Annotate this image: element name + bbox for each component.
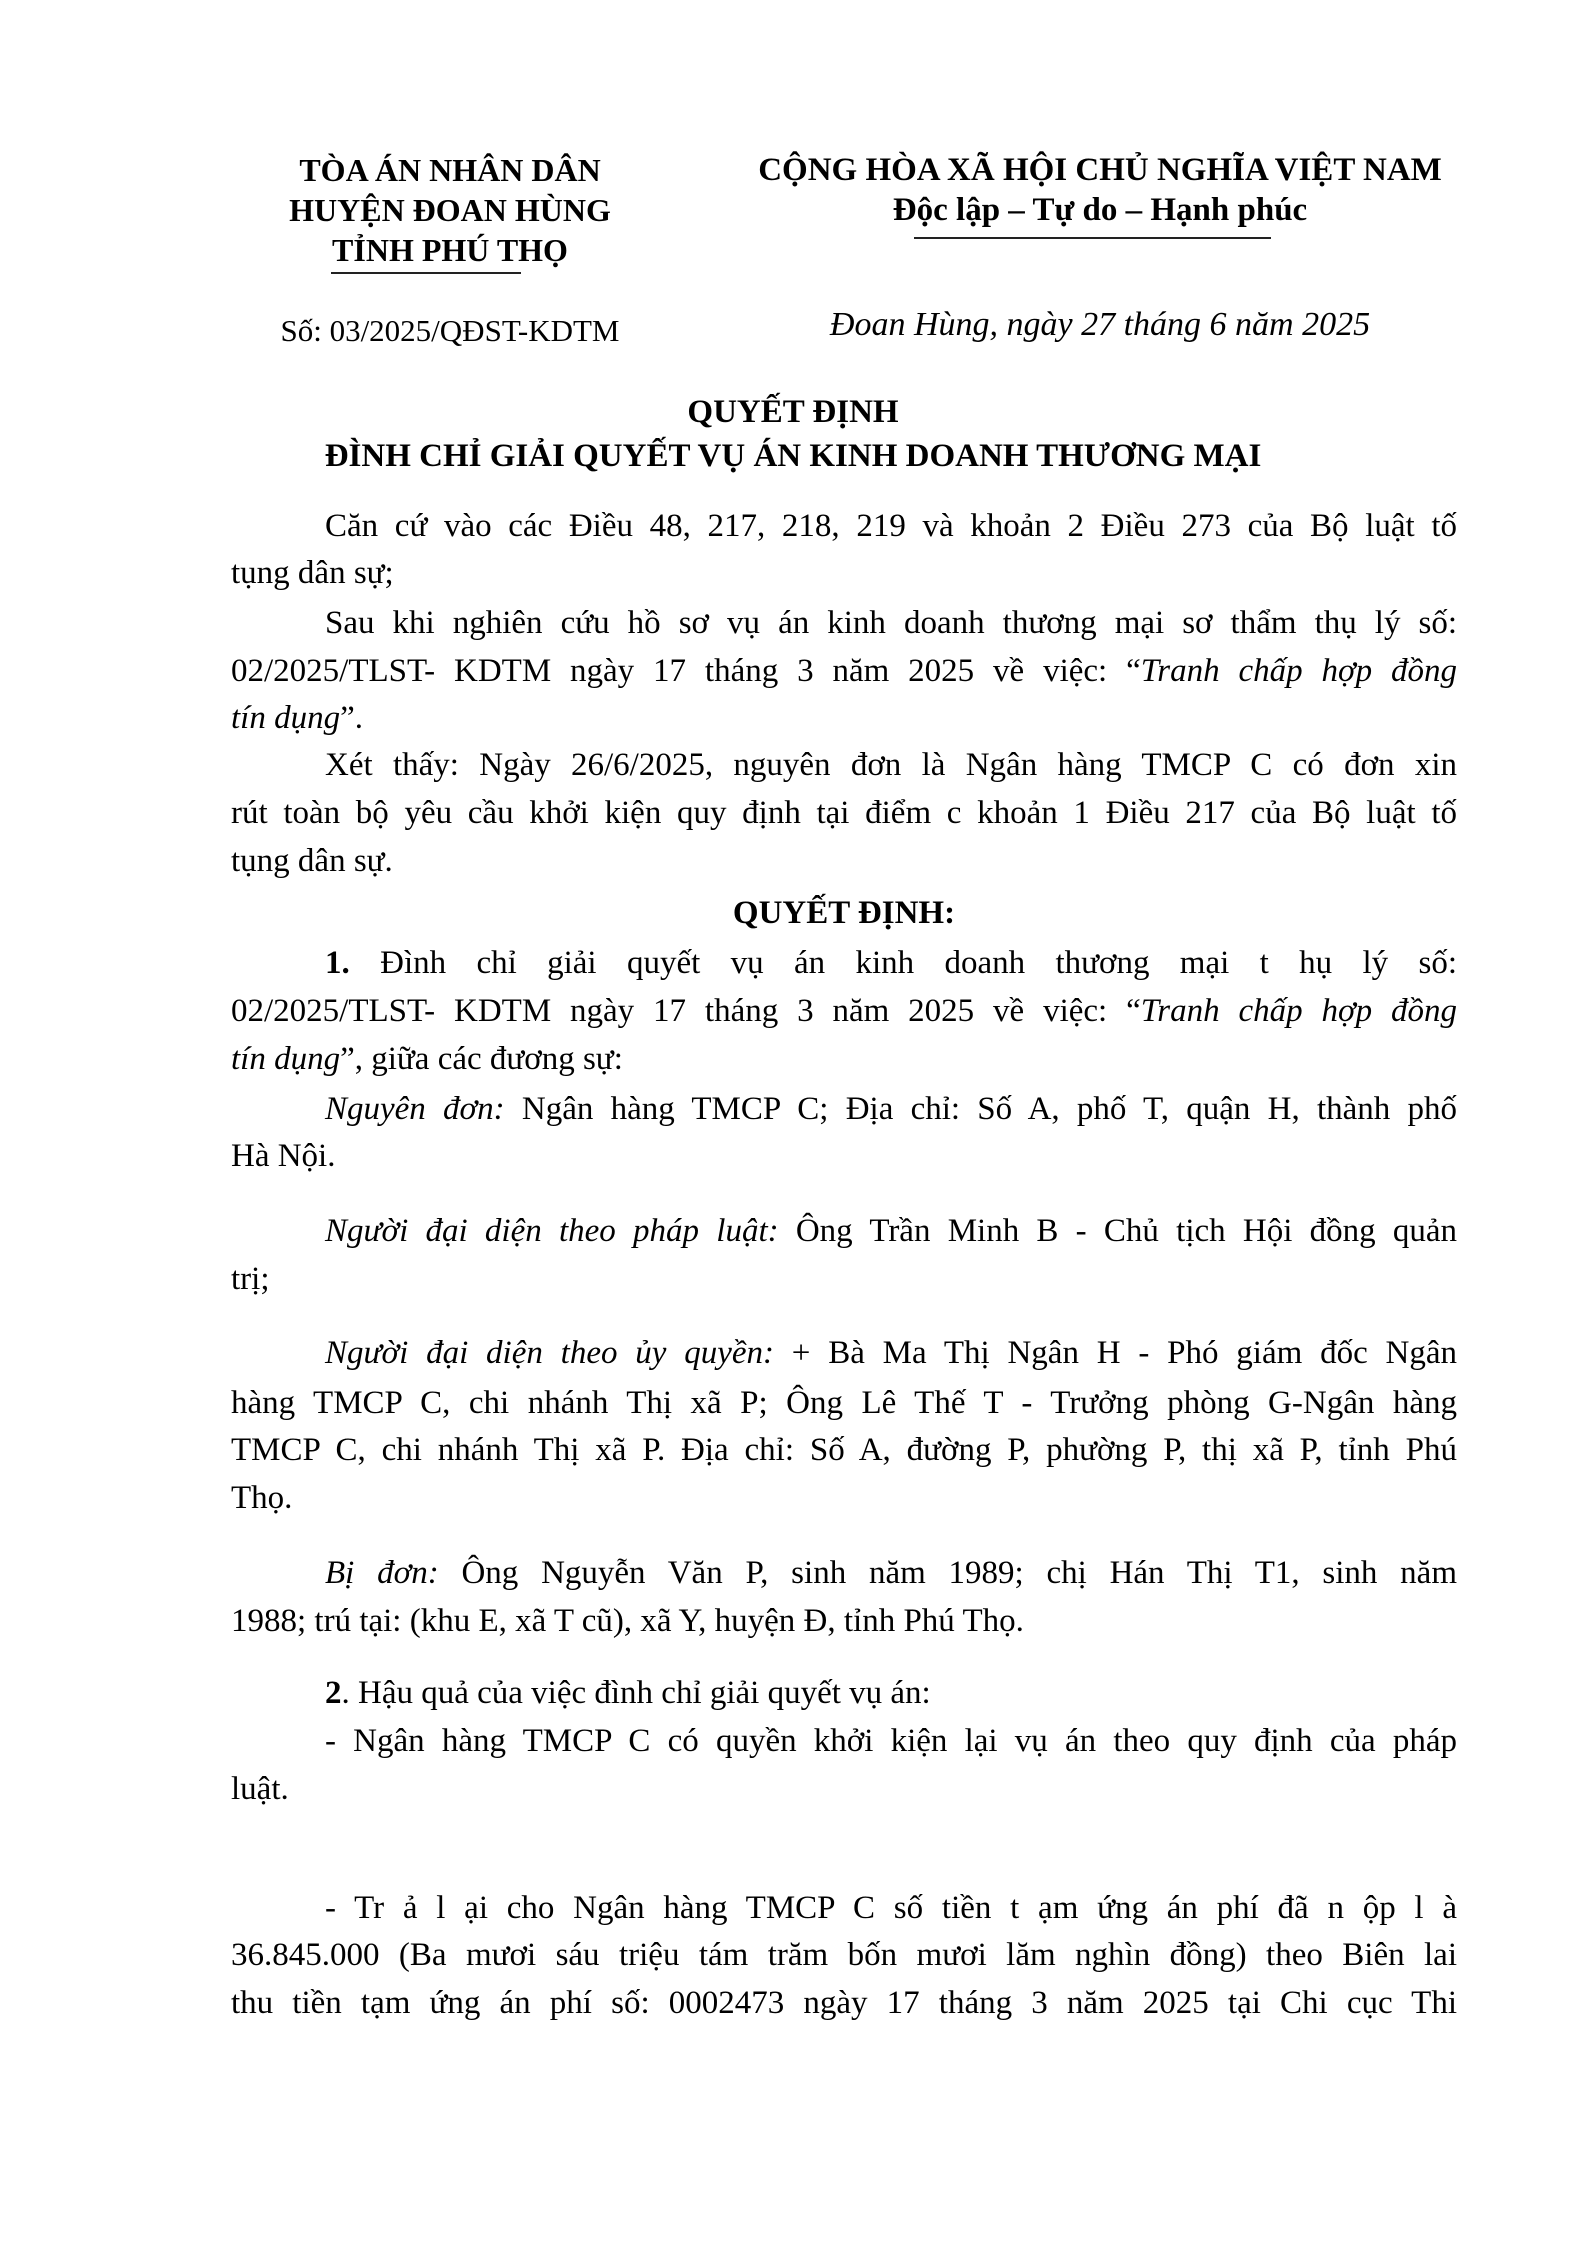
text: Hà Nội. [231,1138,336,1174]
authorized-representative-end [231,1475,1457,1521]
consequence-1-cont [231,1766,1457,1812]
legal-representative-cont [231,1256,1457,1302]
text: rút toàn bộ yêu cầu khởi kiện quy định tại điểm c khoản 1 Điều 217 của Bộ luật tố [231,795,1457,831]
preamble-paragraph-3 [231,742,1457,788]
authorized-representative-cont-2 [231,1427,1457,1473]
place-date: Đoan Hùng, ngày 27 tháng 6 năm 2025 [829,306,1371,343]
decision-heading [231,890,1457,936]
court-name-line2: HUYỆN ĐOAN HÙNG [289,192,611,228]
text: 1988; trú tại: (khu E, xã T cũ), xã Y, huyện Đ, tỉnh Phú Thọ. [231,1603,1024,1639]
text: QUYẾT ĐỊNH: [732,895,956,931]
case-subject-end: tín dụng [231,1041,341,1077]
national-name: CỘNG HÒA XÃ HỘI CHỦ NGHĨA VIỆT NAM [758,152,1442,188]
text: ”. [340,700,363,736]
text: Đình chỉ giải quyết vụ án kinh doanh thương mại t hụ lý số: [380,945,1457,981]
document-title [200,390,1386,478]
text: . Hậu quả của việc đình chỉ giải quyết vụ án: [341,1675,931,1711]
text: Ông Trần Minh B - Chủ tịch Hội đồng quản [778,1213,1457,1249]
case-subject: Tranh chấp hợp đồng [1140,993,1457,1029]
text: Sau khi nghiên cứu hồ sơ vụ án kinh doanh thương mại sơ thẩm thụ lý số: [325,605,1457,641]
preamble-paragraph-1 [231,503,1457,549]
preamble-paragraph-3-end [231,838,1457,884]
text: tụng dân sự; [231,555,394,591]
defendant [231,1550,1457,1596]
defendant-label: Bị đơn: [325,1555,439,1591]
decision-item-1-end [231,1036,1457,1082]
title-line2: ĐÌNH CHỈ GIẢI QUYẾT VỤ ÁN KINH DOANH THƯƠNG MẠI [324,438,1262,474]
plaintiff-label: Nguyên đơn: [325,1091,505,1127]
court-name-line1: TÒA ÁN NHÂN DÂN [299,152,601,188]
text: tụng dân sự. [231,843,393,879]
consequence-2-cont-2 [231,1980,1457,2026]
text: trị; [231,1261,270,1297]
text: 02/2025/TLST- KDTM ngày 17 tháng 3 năm 2025 về việc: “ [231,993,1141,1029]
case-subject-end: tín dụng [231,700,341,736]
court-name-line3: TỈNH PHÚ THỌ [332,232,568,268]
text: 36.845.000 (Ba mươi sáu triệu tám trăm bốn mươi lăm nghìn đồng) theo Biên lai [231,1937,1457,1973]
consequence-2-cont-1 [231,1932,1457,1978]
national-motto-block [700,150,1500,230]
national-motto: Độc lập – Tự do – Hạnh phúc [892,192,1308,228]
text: Ngân hàng TMCP C; Địa chỉ: Số A, phố T, quận H, thành phố [504,1091,1457,1127]
text: Thọ. [231,1480,293,1516]
preamble-paragraph-2-cont [231,648,1457,694]
text: TMCP C, chi nhánh Thị xã P. Địa chỉ: Số A, đường P, phường P, thị xã P, tỉnh Phú [231,1432,1457,1468]
preamble-paragraph-1-cont [231,550,1457,596]
court-name-block [200,150,700,270]
title-line1: QUYẾT ĐỊNH [687,394,899,430]
preamble-paragraph-3-cont [231,790,1457,836]
text: Xét thấy: Ngày 26/6/2025, nguyên đơn là Ngân hàng TMCP C có đơn xin [325,747,1457,783]
decision-item-1 [231,940,1457,986]
text: + Bà Ma Thị Ngân H - Phó giám đốc Ngân [774,1335,1457,1371]
defendant-cont [231,1598,1457,1644]
plaintiff [231,1086,1457,1132]
preamble-paragraph-2 [231,600,1457,646]
text: Căn cứ vào các Điều 48, 217, 218, 219 và khoản 2 Điều 273 của Bộ luật tố [325,508,1457,544]
authorized-representative [231,1330,1457,1376]
case-subject: Tranh chấp hợp đồng [1140,653,1457,689]
auth-rep-label: Người đại diện theo ủy quyền: [325,1335,774,1371]
legal-representative [231,1208,1457,1254]
legal-rep-label: Người đại diện theo pháp luật: [325,1213,779,1249]
decision-item-1-cont [231,988,1457,1034]
text: luật. [231,1771,289,1807]
consequence-2 [231,1885,1457,1931]
plaintiff-cont [231,1133,1457,1179]
item-number: 1. [325,945,350,981]
text: Ông Nguyễn Văn P, sinh năm 1989; chị Hán Thị T1, sinh năm [438,1555,1457,1591]
consequence-1 [231,1718,1457,1764]
text: ”, giữa các đương sự: [340,1041,623,1077]
text: thu tiền tạm ứng án phí số: 0002473 ngày 17 tháng 3 năm 2025 tại Chi cục Thi [231,1985,1457,2021]
item-number: 2 [325,1675,342,1711]
text: - Ngân hàng TMCP C có quyền khởi kiện lại vụ án theo quy định của pháp [325,1723,1457,1759]
text: 02/2025/TLST- KDTM ngày 17 tháng 3 năm 2025 về việc: “ [231,653,1141,689]
document-number: Số: 03/2025/QĐST-KDTM [280,313,620,348]
court-name-underline [331,272,521,274]
text: hàng TMCP C, chi nhánh Thị xã P; Ông Lê Thế T - Trưởng phòng G-Ngân hàng [231,1385,1457,1421]
text: - Tr ả l ại cho Ngân hàng TMCP C số tiền t ạm ứng án phí đã n ộp l à [325,1890,1457,1926]
authorized-representative-cont-1 [231,1380,1457,1426]
decision-item-2 [231,1670,1457,1716]
preamble-paragraph-2-end [231,695,1457,741]
national-motto-underline [914,237,1271,239]
